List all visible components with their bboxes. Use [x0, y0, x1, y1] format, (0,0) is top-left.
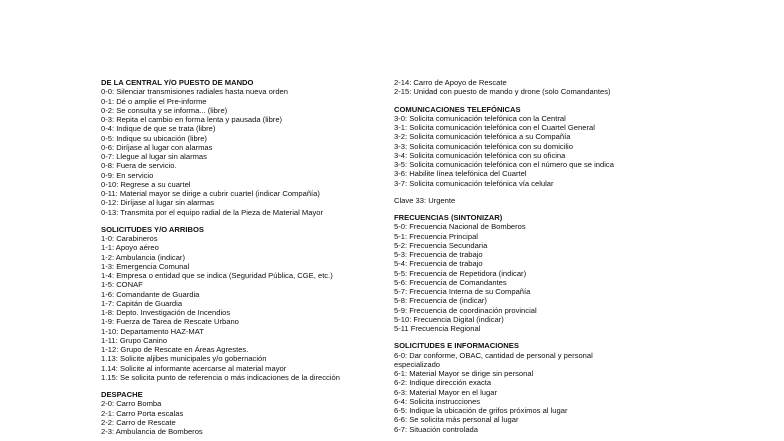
list-item: 1-9: Fuerza de Tarea de Rescate Urbano [101, 317, 239, 327]
list-item: 0-10: Regrese a su cuartel [101, 179, 191, 189]
list-item: 6-2: Indique dirección exacta [394, 378, 492, 388]
list-item: 0-5: Indique su ubicación (libre) [101, 133, 207, 143]
list-item: 1.13: Solicite aljibes municipales y/o gobernación [101, 354, 267, 364]
list-item: 6-1: Material Mayor se dirige sin personal [394, 369, 534, 378]
list-item: 1-12: Grupo de Rescate en Áreas Agrestes. [101, 345, 249, 354]
list-item: 0-0: Silenciar transmisiones radiales hasta nueva orden [101, 87, 288, 97]
list-item: 5-6: Frecuencia de Comandantes [394, 277, 507, 287]
list-item: 1.14: Solicite al informante acercarse al material mayor [101, 363, 287, 373]
list-item: 5-5: Frecuencia de Repetidora (indicar) [394, 268, 527, 278]
list-item: 0-7: Llegue al lugar sin alarmas [101, 152, 207, 161]
list-item: 3-3: Solicita comunicación telefónica con su domicilio [394, 141, 573, 151]
list-item: 1-2: Ambulancia (indicar) [101, 252, 185, 262]
list-item: 1-4: Empresa o entidad que se indica (Seguridad Pública, CGE, etc.) [101, 271, 333, 280]
list-item: 6-4: Solicita instrucciones [394, 396, 481, 406]
list-item: 5-11 Frecuencia Regional [394, 324, 481, 333]
right-column [394, 0, 694, 434]
list-item: 0-3: Repita el cambio en forma lenta y pausada (libre) [101, 115, 283, 124]
comunicaciones-code-list [394, 114, 694, 188]
list-item: 3-0: Solicita comunicación telefónica con la Central [394, 113, 566, 123]
list-item: 1-8: Depto. Investigación de Incendios [101, 308, 231, 317]
list-item: 3-1: Solicita comunicación telefónica con el Cuartel General [394, 123, 595, 132]
list-item: 0-6: Diríjase al lugar con alarmas [101, 142, 213, 152]
list-item: 0-9: En servicio [101, 170, 154, 180]
solicitudes-code-list [101, 234, 391, 382]
list-item: 3-2: Solicita comunicación telefónica a su Compañía [394, 132, 571, 142]
left-column [101, 0, 391, 436]
list-item: 5-7: Frecuencia Interna de su Compañía [394, 287, 531, 296]
list-item: 1-6: Comandante de Guardia [101, 289, 200, 299]
list-item: 1-10: Departamento HAZ-MAT [101, 326, 204, 336]
list-item: 0-11: Material mayor se dirige a cubrir cuartel (indicar Compañía) [101, 189, 320, 198]
list-item: 5-1: Frecuencia Principal [394, 231, 478, 241]
list-item: 3-4: Solicita comunicación telefónica con su oficina [394, 150, 566, 160]
section-heading-frecuencias: FRECUENCIAS (SINTONIZAR) [394, 213, 503, 222]
list-item: 2-15: Unidad con puesto de mando y drone (solo Comandantes) [394, 87, 611, 97]
list-item: 2-2: Carro de Rescate [101, 417, 176, 427]
list-item: 1-11: Grupo Canino [101, 335, 168, 345]
list-item: 0-2: Se consulta y se informa... (libre) [101, 105, 228, 115]
list-item: 0-1: Dé o amplie el Pre-informe [101, 96, 207, 106]
list-item: 6-3: Material Mayor en el lugar [394, 387, 497, 397]
list-item: 2-1: Carro Porta escalas [101, 408, 184, 418]
list-item: 6-5: Indique la ubicación de grifos próximos al lugar [394, 406, 568, 415]
list-item: 6-6: Se solicita más personal al lugar [394, 415, 519, 425]
list-item: 5-10: Frecuencia Digital (indicar) [394, 314, 504, 324]
section-heading-comunicaciones: COMUNICACIONES TELEFÓNICAS [394, 104, 521, 114]
list-item: 2-14: Carro de Apoyo de Rescate [394, 78, 507, 87]
list-item: 3-6: Habilite línea telefónica del Cuartel [394, 169, 527, 179]
list-item: 2-0: Carro Bomba [101, 399, 162, 409]
list-item: 6-7: Situación controlada [394, 424, 479, 434]
list-item: 5-3: Frecuencia de trabajo [394, 250, 483, 259]
list-item: 0-13: Transmita por el equipo radial de la Pieza de Material Mayor [101, 207, 324, 217]
list-item: 0-4: Indique de que se trata (libre) [101, 124, 216, 134]
list-item: 3-5: Solicita comunicación telefónica con el número que se indica [394, 160, 614, 169]
list-item: 0-8: Fuera de servicio. [101, 161, 177, 171]
list-item: 1-5: CONAF [101, 280, 143, 290]
despache-code-list [101, 399, 391, 436]
list-item: 5-2: Frecuencia Secundaria [394, 240, 488, 250]
list-item: 0-12: Diríjase al lugar sin alarmas [101, 198, 215, 208]
list-item: 5-0: Frecuencia Nacional de Bomberos [394, 222, 526, 232]
list-item: 3-7: Solicita comunicación telefónica vía celular [394, 178, 554, 188]
frecuencias-code-list [394, 222, 694, 333]
section-heading-central: DE LA CENTRAL Y/O PUESTO DE MANDO [101, 78, 254, 87]
clave-urgente: Clave 33: Urgente [394, 195, 456, 205]
list-item: 5-4: Frecuencia de trabajo [394, 259, 483, 269]
list-item: 1-1: Apoyo aéreo [101, 243, 159, 253]
section-heading-solicitudes: SOLICITUDES Y/O ARRIBOS [101, 224, 204, 234]
list-item: 1-0: Carabineros [101, 234, 158, 243]
list-item: 1-7: Capitán de Guardia [101, 298, 183, 308]
section-heading-informaciones: SOLICITUDES E INFORMACIONES [394, 341, 519, 351]
list-item: 1.15: Se solicita punto de referencia o más indicaciones de la dirección [101, 372, 340, 382]
list-item: 5-8: Frecuencia de (indicar) [394, 296, 487, 306]
despache-continued-list [394, 78, 694, 97]
list-item: 5-9: Frecuencia de coordinación provincial [394, 305, 537, 315]
list-item: 2-3: Ambulancia de Bomberos [101, 427, 203, 436]
informaciones-code-list [394, 369, 694, 434]
list-item: 1-3: Emergencia Comunal [101, 261, 190, 271]
central-code-list [101, 87, 391, 217]
list-item: 6-0: Dar conforme, OBAC, cantidad de personal y personal especializado [394, 350, 593, 369]
section-heading-despache: DESPACHE [101, 390, 143, 399]
